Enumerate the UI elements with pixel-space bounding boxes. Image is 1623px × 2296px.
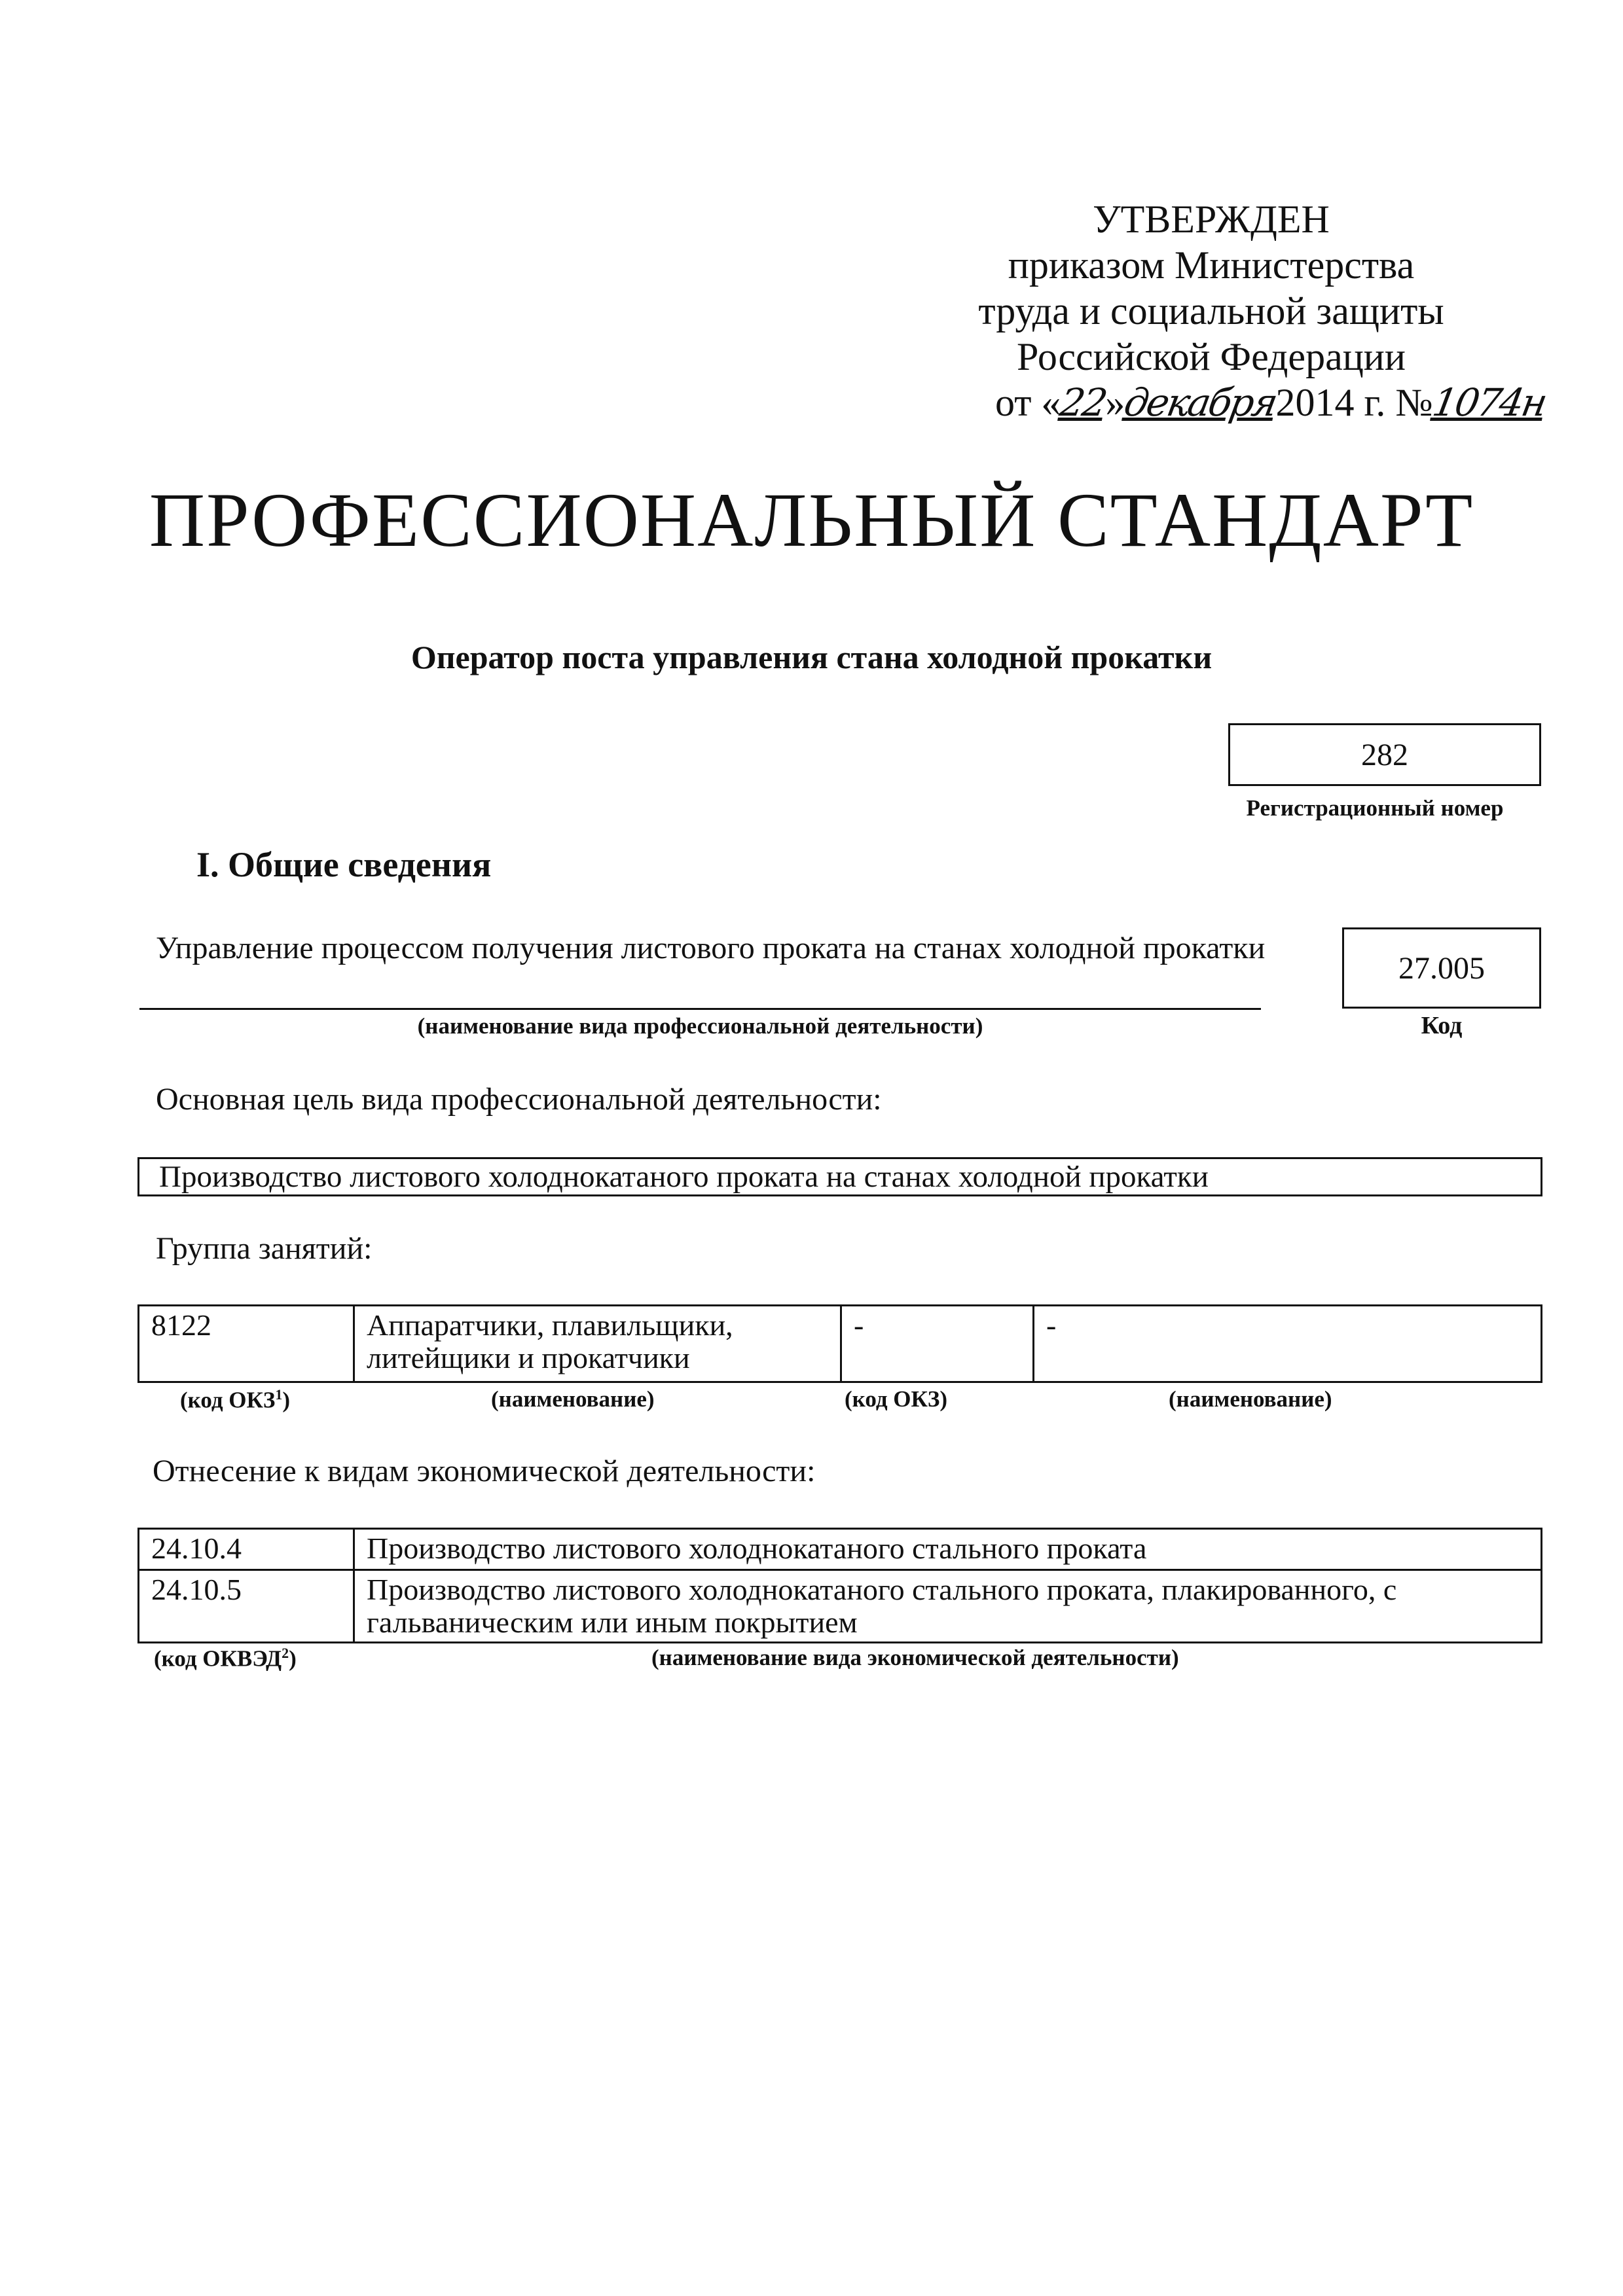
section-heading: I. Общие сведения — [196, 845, 492, 884]
table-row — [139, 1529, 1542, 1570]
okz-code-cell: 8122 — [139, 1306, 354, 1382]
goal-box: Производство листового холоднокатаного проката на станах холодной прокатки — [137, 1157, 1542, 1196]
approval-block — [851, 196, 1571, 425]
okved-name-caption: (наименование вида экономической деятельности) — [651, 1645, 1179, 1670]
date-mid: » — [1105, 381, 1125, 424]
approval-line-labor: труда и социальной защиты — [978, 289, 1444, 332]
date-day-handwritten: 22 — [1057, 380, 1110, 425]
activity-code-caption: Код — [1421, 1012, 1463, 1039]
okz-code-caption: (код ОКЗ$^1$) — [180, 1386, 291, 1413]
activity-caption: (наименование вида профессиональной деятельности) — [417, 1013, 983, 1039]
okz-code2-caption: (код ОКЗ) — [845, 1386, 948, 1412]
registration-number-caption: Регистрационный номер — [1246, 795, 1504, 821]
econ-label: Отнесение к видам экономической деятельности: — [153, 1454, 816, 1488]
approval-line-ministry: приказом Министерства — [1008, 243, 1415, 287]
okved-code-cell: 24.10.5 — [139, 1570, 354, 1643]
table-row — [139, 1570, 1542, 1643]
registration-number-box: 282 — [1228, 723, 1541, 786]
table-row — [139, 1306, 1542, 1382]
footnote-2: 2 — [282, 1645, 289, 1661]
document-title: ПРОФЕССИОНАЛЬНЫЙ СТАНДАРТ — [149, 477, 1474, 563]
okved-code-cell: 24.10.4 — [139, 1529, 354, 1570]
approval-line-federation: Российской Федерации — [1016, 335, 1406, 378]
date-year: 2014 г. № — [1275, 381, 1433, 424]
okz-name2-caption: (наименование) — [1169, 1386, 1332, 1412]
order-number-handwritten: 1074н — [1429, 380, 1549, 425]
document-subtitle: Оператор поста управления стана холодной прокатки — [410, 639, 1213, 675]
approval-date-line — [851, 380, 1571, 425]
occupation-group-table — [137, 1304, 1542, 1383]
footnote-1: 1 — [275, 1386, 283, 1403]
goal-label: Основная цель вида профессиональной деятельности: — [156, 1082, 882, 1117]
okved-name-cell: Производство листового холоднокатаного стального проката — [354, 1529, 1542, 1570]
okz-name2-cell: - — [1034, 1306, 1542, 1382]
okz-name-caption: (наименование) — [491, 1386, 655, 1412]
okved-name-cell: Производство листового холоднокатаного стального проката, плакированного, с гальваническим или иным покрытием — [354, 1570, 1542, 1643]
okz-name-cell: Аппаратчики, плавильщики, литейщики и прокатчики — [354, 1306, 841, 1382]
activity-underline — [139, 1008, 1261, 1010]
activity-code-box: 27.005 — [1342, 927, 1541, 1009]
activity-name: Управление процессом получения листового проката на станах холодной прокатки — [156, 931, 1266, 965]
okz-code2-cell: - — [841, 1306, 1034, 1382]
econ-activity-table — [137, 1528, 1542, 1643]
approval-title: УТВЕРЖДЕН — [1093, 198, 1330, 241]
group-label: Группа занятий: — [156, 1231, 373, 1266]
date-month-handwritten: декабря — [1121, 380, 1280, 425]
okved-code-caption: (код ОКВЭД$^2$) — [154, 1645, 297, 1672]
date-prefix: от « — [995, 381, 1061, 424]
